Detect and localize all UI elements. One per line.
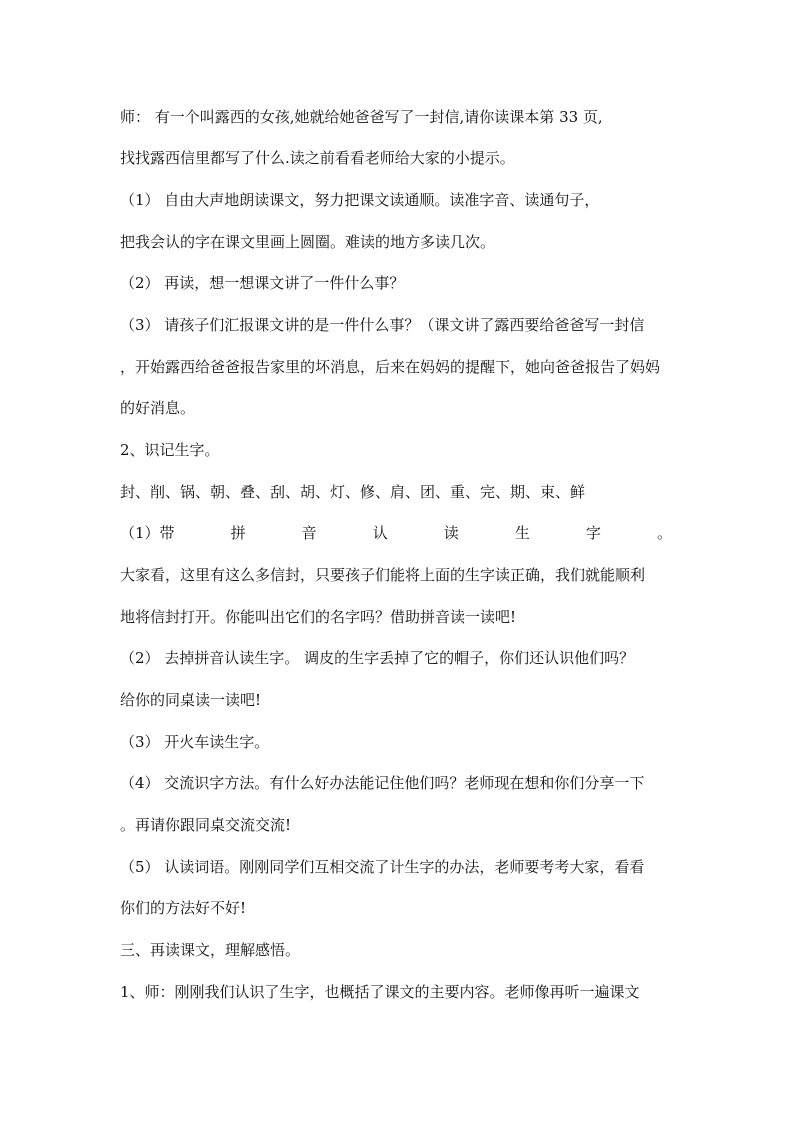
section-heading: 2、识记生字。 — [120, 441, 220, 459]
section-heading: 三、再读课文，理解感悟。 — [120, 941, 301, 959]
text-line: 大家看，这里有这么多信封，只要孩子们能将上面的生字读正确，我们就能顺利 — [120, 566, 646, 584]
text-line: （2） 去掉拼音认读生字。 调皮的生字丢掉了它的帽子，你们还认识他们吗？ — [120, 649, 635, 667]
text-line: 1、师：刚刚我们认识了生字，也概括了课文的主要内容。老师像再听一遍课文 — [120, 983, 640, 1001]
spaced-char: 字 — [585, 524, 601, 542]
text-line: 的好消息。 — [120, 399, 196, 417]
text-line: （4） 交流识字方法。有什么好办法能记住他们吗？老师现在想和你们分享一下 — [120, 774, 645, 792]
spaced-char: 音 — [301, 524, 317, 542]
text-line: （2） 再读，想一想课文讲了一件什么事？ — [120, 274, 405, 292]
spaced-char: 拼 — [230, 524, 246, 542]
text-line: 给你的同桌读一读吧! — [120, 691, 262, 709]
text-line: （1） 自由大声地朗读课文，努力把课文读通顺。读准字音、读通句子， — [120, 191, 600, 209]
spaced-char: 认 — [372, 524, 388, 542]
text-line: 找找露西信里都写了什么.读之前看看老师给大家的小提示。 — [120, 149, 515, 167]
text-line: （3） 请孩子们汇报课文讲的是一件什么事？（课文讲了露西要给爸爸写一封信 — [120, 316, 645, 334]
spaced-char: （1）带 — [120, 524, 175, 542]
text-line: 。再请你跟同桌交流交流! — [120, 816, 292, 834]
text-line: 地将信封打开。你能叫出它们的名字吗？借助拼音读一读吧! — [120, 608, 517, 626]
spaced-char: 读 — [443, 524, 459, 542]
spaced-char: 生 — [514, 524, 530, 542]
spaced-instruction-line — [120, 523, 672, 543]
spaced-char: 。 — [656, 524, 672, 542]
text-line: （3） 开火车读生字。 — [120, 733, 270, 751]
text-line: 师： 有一个叫露西的女孩,她就给她爸爸写了一封信,请你读课本第 33 页, — [120, 108, 603, 126]
text-line: ，开始露西给爸爸报告家里的坏消息，后来在妈妈的提醒下，她向爸爸报告了妈妈 — [120, 358, 661, 376]
text-line: 你们的方法好不好! — [120, 899, 247, 917]
text-line: （5） 认读词语。刚刚同学们互相交流了计生字的办法，老师要考考大家，看看 — [120, 858, 645, 876]
text-line: 把我会认的字在课文里画上圆圈。难读的地方多读几次。 — [120, 233, 496, 251]
character-list: 封、削、锅、朝、叠、刮、胡、灯、修、肩、团、重、完、期、束、鲜 — [120, 483, 586, 501]
